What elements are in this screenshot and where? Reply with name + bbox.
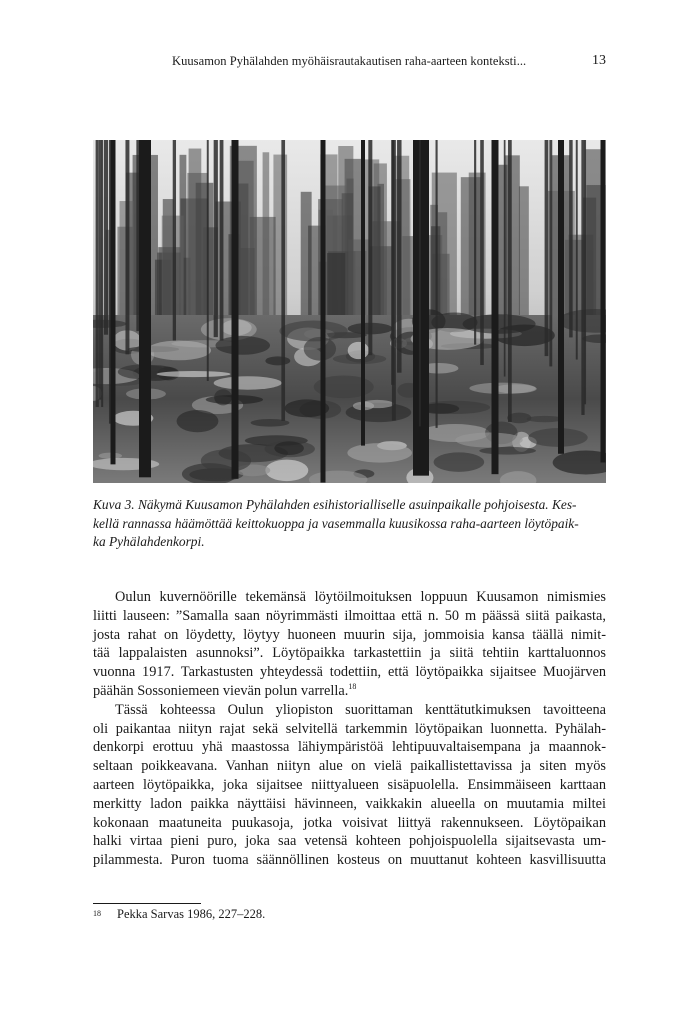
- photo-ground-patch: [99, 453, 122, 459]
- photo-tree-trunk: [558, 140, 564, 454]
- paragraph-2-line: merkitty ladon paikka näyttäisi hävinneen, vaikkakin alueella on muutamia miltei: [93, 795, 606, 812]
- photo-tree-trunk: [397, 140, 401, 373]
- footnote-number: 18: [93, 909, 101, 918]
- photo-tree-trunk: [436, 140, 438, 428]
- forest-photo-graphic: [93, 140, 606, 483]
- photo-tree-trunk: [220, 140, 224, 340]
- photo-tree-trunk: [96, 140, 99, 407]
- paragraph-1-line: liitti lauseen: ”Samalla saan nöyrimmästi ilmoittaa että n. 50 m päässä siitä paikasta,: [93, 607, 606, 624]
- caption-line: kellä rannassa häämöttää keittokuoppa ja vasemmalla kuusikossa raha-aarteen löytöpaik-: [93, 515, 579, 531]
- photo-tree-trunk: [508, 140, 512, 422]
- photo-ground-patch: [279, 321, 347, 342]
- photo-ground-patch: [265, 460, 308, 482]
- photo-ground-patch: [463, 314, 536, 334]
- forest-photo: [93, 140, 606, 483]
- photo-tree-trunk: [413, 140, 429, 476]
- caption-line: ka Pyhälahdenkorpi.: [93, 534, 205, 549]
- photo-ground-patch: [528, 428, 588, 447]
- photo-tree-trunk: [173, 140, 176, 341]
- running-title: Kuusamon Pyhälahden myöhäisrautakautisen raha-aarteen konteksti...: [172, 54, 527, 68]
- paragraph-2-line: seltaan poikkeavana. Vanhan niityn alue on vielä paikallistettavissa ja siten myös: [93, 758, 606, 775]
- photo-tree-trunk: [101, 140, 103, 407]
- photo-tree-trunk: [214, 140, 218, 337]
- photo-ground-patch: [494, 384, 537, 393]
- paragraph-2-line: oli paikantaa niityn rajat sekä selvitellä tarkemmin löytöpaikan luonnetta. Pyhälah-: [93, 720, 606, 737]
- footnote-reference[interactable]: 18: [348, 682, 357, 692]
- photo-ground-patch: [479, 447, 536, 455]
- paragraph-1-line: josta rahat on löydetty, löytyy huoneen muurin sija, jommoisia kansa täällä nimit-: [93, 626, 606, 643]
- photo-ground-patch: [455, 432, 522, 447]
- photo-tree-trunk: [321, 140, 326, 483]
- paragraph-2-line: kokonaan maatuneita puukasoja, jotka voisivat liittyä rakennukseen. Löytöpaikan: [93, 814, 606, 831]
- photo-tree-trunk: [139, 140, 151, 477]
- photo-tree-trunk: [368, 140, 372, 355]
- paragraph-1-line: vuonna 1917. Tarkastusten yhteydessä todettiin, että löytöpaikka sijaitsee Muojärven: [93, 664, 606, 681]
- photo-foliage: [505, 155, 520, 340]
- paragraph-1-last-line: [93, 682, 606, 701]
- photo-ground-patch: [347, 443, 412, 463]
- paragraph-2-line: pilammesta. Puron tuoma säännöllinen kosteus on muuttanut kohteen kasvillisuutta: [93, 852, 606, 869]
- photo-ground-patch: [348, 342, 369, 359]
- photo-ground-patch: [526, 416, 563, 422]
- photo-tree-trunk: [104, 140, 108, 335]
- photo-ground-patch: [434, 452, 485, 472]
- photo-tree-trunk: [392, 140, 396, 421]
- paragraph-2-line: aarteen löytöpaikka, joka sijaitsee niittyalueen sisäpuolella. Ensimmäiseen karttaan: [93, 776, 606, 793]
- photo-tree-trunk: [99, 140, 102, 400]
- footnote-rule: [93, 903, 201, 904]
- photo-ground-patch: [274, 441, 304, 455]
- photo-tree-trunk: [584, 140, 586, 404]
- photo-ground-patch: [147, 340, 211, 360]
- footnote-text: Pekka Sarvas 1986, 227–228.: [117, 907, 266, 921]
- photo-foliage: [263, 152, 270, 340]
- photo-tree-trunk: [549, 140, 552, 366]
- figure-caption: [93, 496, 613, 552]
- photo-tree-trunk: [581, 140, 584, 415]
- photo-ground-patch: [265, 356, 290, 365]
- photo-tree-trunk: [111, 140, 116, 464]
- page-number: 13: [592, 53, 606, 68]
- photo-ground-patch: [157, 371, 231, 377]
- photo-tree-trunk: [136, 140, 139, 331]
- photo-tree-trunk: [545, 140, 549, 356]
- photo-tree-trunk: [232, 140, 239, 479]
- photo-tree-trunk: [361, 140, 365, 446]
- paragraph-1-line: tää lappalaisten asunnoksi”. Löytöpaikka tarkastettiin ja siitä tehtiin karttaluonnos: [93, 645, 606, 662]
- paragraph-2-line: halki virtaa pieni puro, joka saa vetensä kohteen pohjoispuolella sijaitsevasta um-: [93, 833, 606, 850]
- photo-tree-trunk: [480, 140, 484, 365]
- photo-tree-trunk: [474, 140, 476, 345]
- footnote: [93, 907, 266, 922]
- body-text: [93, 588, 606, 870]
- photo-ground-patch: [177, 410, 219, 432]
- photo-tree-trunk: [109, 140, 111, 424]
- photo-ground-patch: [215, 336, 270, 355]
- photo-tree-trunk: [504, 140, 506, 377]
- photo-foliage: [187, 173, 207, 340]
- paragraph-1-line: päähän Sossoniemeen vievän polun varrella.: [93, 682, 349, 699]
- paragraph-2-line: denkorpi erottuu yhä maastossa lähiympäristöä lehtipuuvaltaisempana ja maannok-: [93, 739, 606, 756]
- paragraph-1-line: Oulun kuvernöörille tekemänsä löytöilmoituksen loppuun Kuusamon nimismies: [115, 589, 606, 605]
- photo-tree-trunk: [207, 140, 209, 381]
- photo-tree-trunk: [492, 140, 499, 474]
- photo-tree-trunk: [576, 140, 578, 360]
- photo-tree-trunk: [601, 140, 606, 462]
- photo-tree-trunk: [125, 140, 129, 354]
- photo-tree-trunk: [281, 140, 285, 421]
- photo-tree-trunk: [419, 140, 421, 426]
- photo-ground-patch: [360, 400, 394, 408]
- photo-tree-trunk: [569, 140, 572, 337]
- photo-ground-patch: [214, 376, 282, 389]
- photo-ground-patch: [201, 449, 251, 472]
- paragraph-2-line: Tässä kohteessa Oulun yliopiston suorittaman kenttätutkimuksen tavoitteena: [115, 701, 606, 718]
- caption-line: Kuva 3. Näkymä Kuusamon Pyhälahden esihistorialliselle asuinpaikalle pohjoisesta. Kes-: [93, 497, 577, 512]
